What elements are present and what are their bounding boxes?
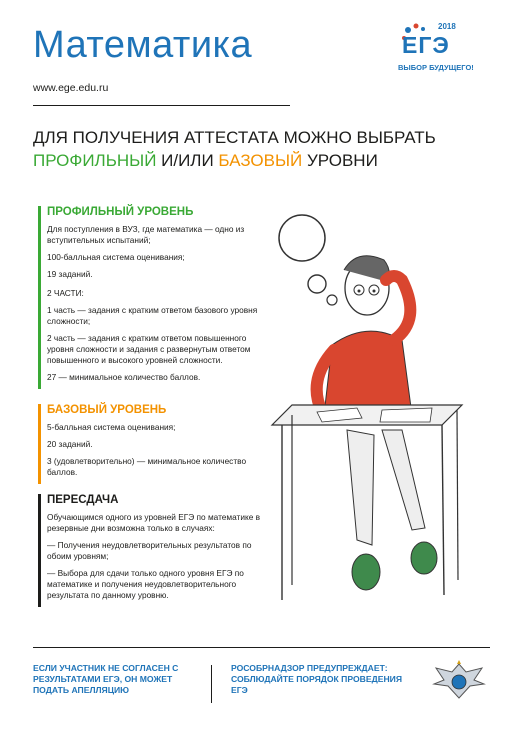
site-link[interactable]: www.ege.edu.ru — [33, 82, 109, 94]
rosobrnadzor-emblem — [430, 658, 488, 704]
retake-case1: — Получения неудовлетворительных результатов по обоим уровням; — [47, 540, 252, 561]
profile-scoring: 100-балльная система оценивания; — [47, 252, 185, 262]
profile-section — [38, 206, 275, 389]
student-illustration — [262, 200, 492, 620]
base-section — [38, 404, 275, 484]
logo-slogan: ВЫБОР БУДУЩЕГО! — [398, 63, 474, 72]
ege-logo — [398, 20, 498, 80]
profile-part1: 1 часть — задания с кратким ответом базового уровня сложности; — [47, 305, 258, 326]
eagle-emblem-icon — [430, 658, 488, 704]
footer-divider — [33, 647, 490, 648]
profile-min-score: 27 — минимальное количество баллов. — [47, 372, 201, 382]
headline-profile-word: ПРОФИЛЬНЫЙ — [33, 151, 157, 170]
base-heading: БАЗОВЫЙ УРОВЕНЬ — [47, 404, 167, 416]
page-title: Математика — [33, 24, 253, 66]
headline-base-word: БАЗОВЫЙ — [218, 151, 303, 170]
profile-parts-heading: 2 ЧАСТИ: — [47, 288, 84, 298]
retake-section — [38, 494, 275, 607]
footer-warning-note: РОСОБРНАДЗОР ПРЕДУПРЕЖДАЕТ: СОБЛЮДАЙТЕ ПОРЯДОК ПРОВЕДЕНИЯ ЕГЭ — [231, 663, 403, 695]
profile-heading: ПРОФИЛЬНЫЙ УРОВЕНЬ — [47, 206, 194, 218]
base-scoring: 5-балльная система оценивания; — [47, 422, 176, 432]
header-divider — [33, 105, 290, 106]
retake-intro: Обучающимся одного из уровней ЕГЭ по математике в резервные дни возможна только в случаях: — [47, 512, 261, 533]
profile-task-count: 19 заданий. — [47, 269, 93, 279]
base-min-score: 3 (удовлетворительно) — минимальное количество баллов. — [47, 456, 247, 477]
logo-mark: ЕГЭ — [402, 32, 450, 58]
base-task-count: 20 заданий. — [47, 439, 93, 449]
retake-heading: ПЕРЕСДАЧА — [47, 494, 119, 506]
footer-separator — [211, 665, 212, 703]
logo-year: 2018 — [438, 22, 456, 31]
headline-line1: ДЛЯ ПОЛУЧЕНИЯ АТТЕСТАТА МОЖНО ВЫБРАТЬ — [33, 128, 436, 147]
headline — [33, 126, 503, 172]
headline-line2 — [33, 149, 503, 172]
footer-appeal-note: ЕСЛИ УЧАСТНИК НЕ СОГЛАСЕН С РЕЗУЛЬТАТАМИ ЕГЭ, ОН МОЖЕТ ПОДАТЬ АПЕЛЛЯЦИЮ — [33, 663, 179, 695]
retake-case2: — Выбора для сдачи только одного уровня ЕГЭ по математике и получения неудовлетворительного результата по данному уровню. — [47, 568, 244, 600]
headline-and-or: И/ИЛИ — [156, 151, 219, 170]
headline-levels: УРОВНИ — [302, 151, 378, 170]
student-at-desk-image — [262, 200, 492, 620]
profile-part2: 2 часть — задания с кратким ответом повышенного уровня сложности и задания с развернутым ответом повышенного и высокого уровней сложности. — [47, 333, 251, 365]
profile-purpose: Для поступления в ВУЗ, где математика — одно из вступительных испытаний; — [47, 224, 245, 245]
